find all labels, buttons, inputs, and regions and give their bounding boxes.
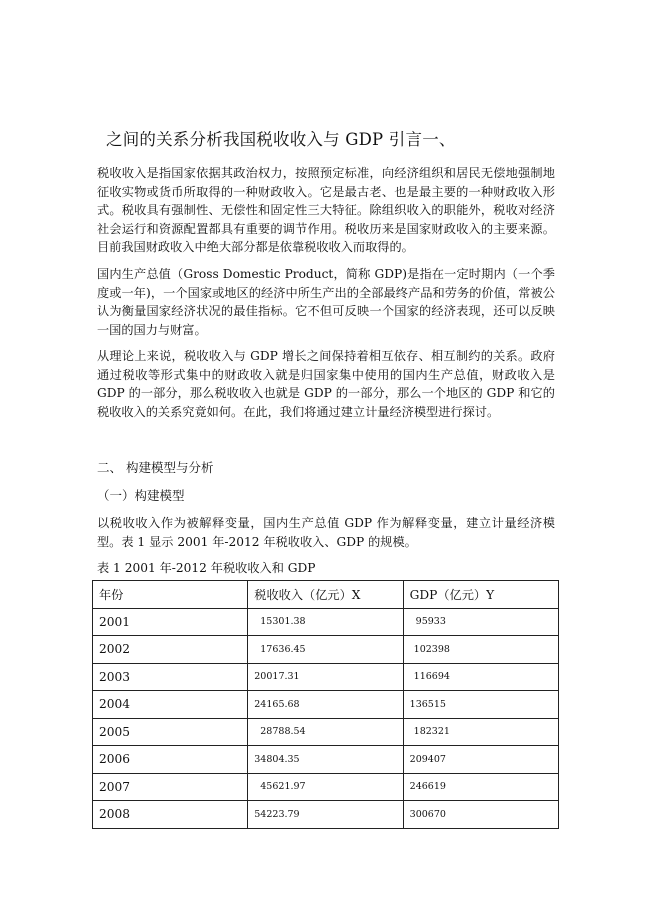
cell-gdp-value: 246619 xyxy=(409,781,446,793)
section-heading-model: 二、 构建模型与分析 xyxy=(97,460,214,475)
cell-year: 2005 xyxy=(93,718,248,746)
cell-tax xyxy=(248,663,403,691)
cell-gdp xyxy=(403,608,558,636)
cell-tax-value: 17636.45 xyxy=(260,643,306,655)
header-tax: 税收收入（亿元）X xyxy=(248,581,403,609)
table-caption: 表 1 2001 年-2012 年税收收入和 GDP xyxy=(97,561,316,575)
cell-tax xyxy=(248,691,403,719)
table-row xyxy=(93,636,559,664)
header-gdp: GDP（亿元）Y xyxy=(403,581,558,609)
table-header-row xyxy=(93,581,559,609)
cell-tax-value: 45621.97 xyxy=(260,781,306,793)
table-row xyxy=(93,691,559,719)
cell-gdp xyxy=(403,746,558,774)
header-year: 年份 xyxy=(93,581,248,609)
document-title: 之间的关系分析我国税收收入与 GDP 引言一、 xyxy=(106,130,456,149)
table-row xyxy=(93,718,559,746)
cell-gdp xyxy=(403,801,558,829)
table-row xyxy=(93,746,559,774)
cell-gdp-value: 136515 xyxy=(409,698,446,710)
cell-gdp-value: 116694 xyxy=(413,671,450,683)
cell-tax xyxy=(248,746,403,774)
table-row xyxy=(93,663,559,691)
cell-year: 2002 xyxy=(93,636,248,664)
cell-year: 2006 xyxy=(93,746,248,774)
cell-gdp xyxy=(403,636,558,664)
table-row xyxy=(93,801,559,829)
cell-gdp xyxy=(403,773,558,801)
cell-year: 2008 xyxy=(93,801,248,829)
cell-gdp-value: 95933 xyxy=(415,616,446,628)
intro-paragraph-tax: 税收收入是指国家依据其政治权力，按照预定标准，向经济组织和居民无偿地强制地征收实物或货币所取得的一种财政收入。它是最古老、也是最主要的一种财政收入形式。税收具有强制性、无偿性和固定性三大特征。除组织收入的职能外，税收对经济社会运行和资源配置都具有重要的调节作用。税收历来是国家财政收入的主要来源。目前我国财政收入中绝大部分都是依靠税收收入而取得的。 xyxy=(97,166,555,255)
cell-tax xyxy=(248,636,403,664)
cell-tax-value: 20017.31 xyxy=(254,671,300,683)
cell-tax xyxy=(248,608,403,636)
cell-tax-value: 24165.68 xyxy=(254,698,300,710)
subsection-heading-build: （一）构建模型 xyxy=(97,488,185,503)
cell-year: 2004 xyxy=(93,691,248,719)
cell-tax-value: 15301.38 xyxy=(260,616,306,628)
cell-gdp xyxy=(403,718,558,746)
cell-year: 2007 xyxy=(93,773,248,801)
cell-gdp-value: 102398 xyxy=(413,643,450,655)
model-paragraph: 以税收收入作为被解释变量，国内生产总值 GDP 作为解释变量，建立计量经济模型。表 1 显示 2001 年-2012 年税收收入、GDP 的规模。 xyxy=(97,516,555,549)
cell-gdp xyxy=(403,691,558,719)
data-table xyxy=(92,580,559,829)
cell-gdp-value: 300670 xyxy=(409,808,446,820)
cell-gdp xyxy=(403,663,558,691)
cell-year: 2001 xyxy=(93,608,248,636)
cell-tax-value: 34804.35 xyxy=(254,753,300,765)
cell-tax xyxy=(248,801,403,829)
intro-paragraph-gdp: 国内生产总值（Gross Domestic Product，简称 GDP)是指在一定时期内（一个季度或一年)，一个国家或地区的经济中所生产出的全部最终产品和劳务的价值，常被公认为衡量国家经济状况的最佳指标。它不但可反映一个国家的经济表现，还可以反映一国的国力与财富。 xyxy=(97,267,555,337)
cell-year: 2003 xyxy=(93,663,248,691)
cell-gdp-value: 209407 xyxy=(409,753,446,765)
cell-gdp-value: 182321 xyxy=(413,726,450,738)
intro-paragraph-relation: 从理论上来说，税收收入与 GDP 增长之间保持着相互依存、相互制约的关系。政府通过税收等形式集中的财政收入就是归国家集中使用的国内生产总值，财政收入是 GDP 的一部分，那么税收收入也就是 GDP 的一部分，那么一个地区的 GDP 和它的税收收入的关系究竟如何。在此，我们将通过建立计量经济模型进行探讨。 xyxy=(97,349,555,419)
cell-tax xyxy=(248,718,403,746)
cell-tax-value: 28788.54 xyxy=(260,726,306,738)
cell-tax xyxy=(248,773,403,801)
table-row xyxy=(93,773,559,801)
table-row xyxy=(93,608,559,636)
cell-tax-value: 54223.79 xyxy=(254,808,300,820)
